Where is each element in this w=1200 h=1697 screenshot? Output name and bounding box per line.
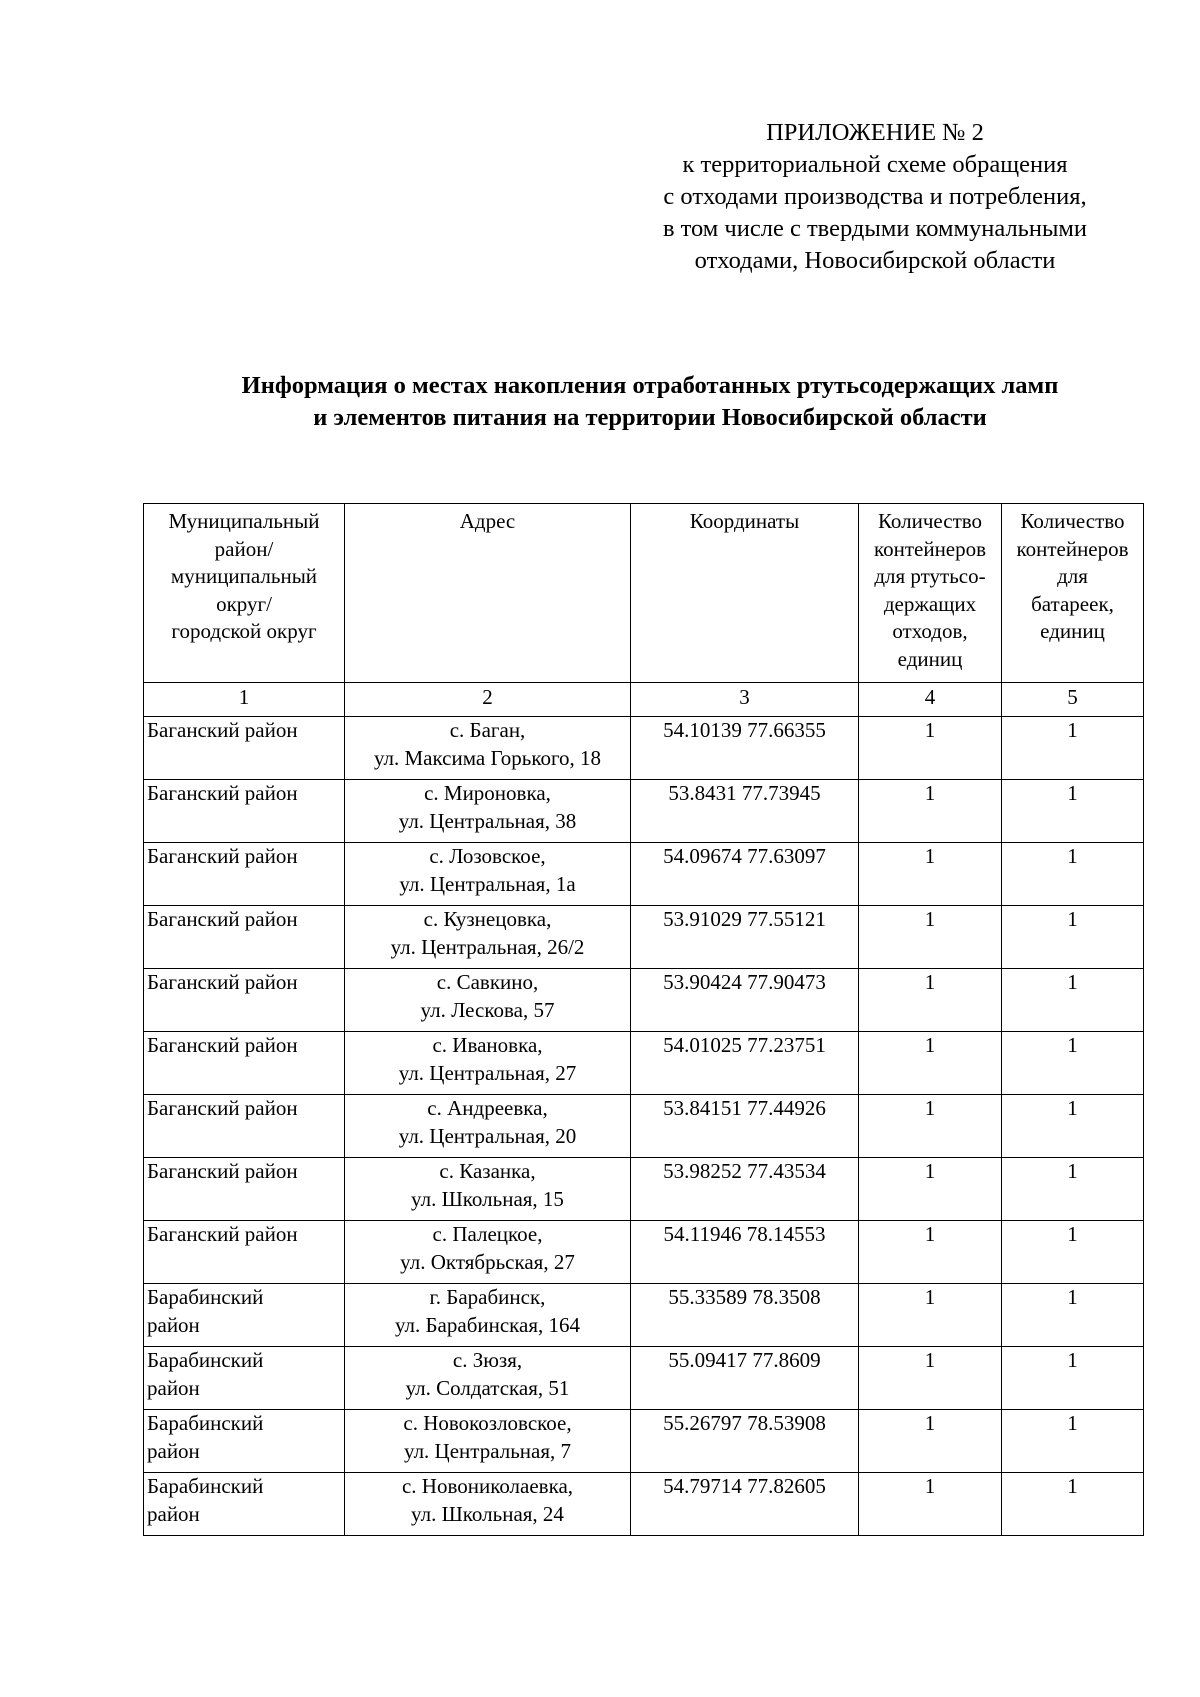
table-row [144,1221,1144,1284]
battery-containers-cell: 1 [1002,780,1144,843]
address-cell [345,717,631,780]
table-row [144,969,1144,1032]
coordinates-cell: 53.90424 77.90473 [631,969,859,1032]
district-cell [144,1284,345,1347]
table-row [144,1473,1144,1536]
header-line: муниципальный [170,564,318,588]
appendix-line: к территориальной схеме обращения [682,151,1068,178]
district-cell [144,1221,345,1284]
mercury-containers-cell: 1 [859,780,1002,843]
district-line: Баганский район [147,781,298,805]
district-line: район [147,1312,200,1337]
coordinates-cell: 54.01025 77.23751 [631,1032,859,1095]
appendix-line: ПРИЛОЖЕНИЕ № 2 [766,119,984,146]
coordinates-cell: 54.79714 77.82605 [631,1473,859,1536]
mercury-containers-cell: 1 [859,843,1002,906]
mercury-containers-cell: 1 [859,717,1002,780]
battery-containers-cell: 1 [1002,906,1144,969]
address-line: ул. Лескова, 57 [420,997,555,1022]
address-line: ул. Максима Горького, 18 [373,745,602,770]
header-line: район/ [214,536,274,561]
table-header-row [144,504,1144,683]
district-cell [144,717,345,780]
header-line: контейнеров [873,536,987,561]
battery-containers-cell: 1 [1002,1158,1144,1221]
address-cell [345,1347,631,1410]
header-line: держащих [883,591,977,616]
appendix-header [600,117,1150,277]
district-line: Барабинский [147,1411,264,1435]
header-line: Количество [1020,509,1125,533]
address-line: ул. Центральная, 38 [398,808,577,833]
address-line: с. Новокозловское, [403,1411,572,1435]
coordinates-cell: 55.33589 78.3508 [631,1284,859,1347]
address-line: ул. Барабинская, 164 [394,1312,581,1337]
district-line: Баганский район [147,1096,298,1120]
header-line: единиц [897,646,963,671]
address-line: ул. Центральная, 26/2 [390,934,585,959]
header-coordinates [631,504,859,683]
battery-containers-cell: 1 [1002,717,1144,780]
district-line: Баганский район [147,844,298,868]
header-district [144,504,345,683]
battery-containers-cell: 1 [1002,969,1144,1032]
district-cell [144,843,345,906]
district-line: Барабинский [147,1474,264,1498]
district-line: район [147,1501,200,1526]
column-number: 2 [345,683,631,717]
battery-containers-cell: 1 [1002,843,1144,906]
address-line: ул. Школьная, 24 [411,1501,564,1526]
mercury-containers-cell: 1 [859,906,1002,969]
address-line: с. Баган, [449,718,526,742]
header-line: Количество [877,509,983,533]
battery-containers-cell: 1 [1002,1473,1144,1536]
district-line: район [147,1438,200,1463]
mercury-containers-cell: 1 [859,1284,1002,1347]
address-cell [345,1158,631,1221]
mercury-containers-cell: 1 [859,1095,1002,1158]
table-row [144,1347,1144,1410]
coordinates-cell: 55.09417 77.8609 [631,1347,859,1410]
collection-points-table [143,503,1144,1536]
address-line: ул. Центральная, 1а [399,871,576,896]
district-cell [144,1347,345,1410]
district-cell [144,969,345,1032]
coordinates-cell: 54.10139 77.66355 [631,717,859,780]
district-cell [144,1158,345,1221]
district-cell [144,1032,345,1095]
district-line: Барабинский [147,1285,264,1309]
header-line: единиц [1040,619,1105,643]
mercury-containers-cell: 1 [859,1221,1002,1284]
district-line: Баганский район [147,970,298,994]
header-line: для [1057,564,1088,588]
document-title [100,370,1200,434]
title-line: и элементов питания на территории Новосибирской области [313,404,987,431]
header-line: контейнеров [1016,536,1129,561]
battery-containers-cell: 1 [1002,1410,1144,1473]
address-line: с. Кузнецовка, [423,907,552,931]
table-row [144,1284,1144,1347]
address-line: ул. Центральная, 20 [398,1123,577,1148]
district-cell [144,906,345,969]
column-number: 3 [631,683,859,717]
header-mercury-containers [859,504,1002,683]
header-line: Муниципальный [168,509,320,533]
table-row [144,1410,1144,1473]
mercury-containers-cell: 1 [859,1032,1002,1095]
address-line: с. Новониколаевка, [401,1474,574,1498]
table-row [144,1032,1144,1095]
battery-containers-cell: 1 [1002,1032,1144,1095]
district-cell [144,1095,345,1158]
header-line: округ/ [216,591,272,616]
district-line: Баганский район [147,1033,298,1057]
mercury-containers-cell: 1 [859,1473,1002,1536]
address-line: ул. Солдатская, 51 [405,1375,570,1400]
address-line: г. Барабинск, [429,1285,546,1309]
district-cell [144,1473,345,1536]
address-cell [345,1032,631,1095]
district-line: Баганский район [147,907,298,931]
battery-containers-cell: 1 [1002,1284,1144,1347]
column-number-row [144,683,1144,717]
address-line: с. Зюзя, [452,1348,523,1372]
mercury-containers-cell: 1 [859,1158,1002,1221]
address-cell [345,969,631,1032]
district-line: район [147,1375,200,1400]
mercury-containers-cell: 1 [859,1347,1002,1410]
header-line: отходов, [892,619,968,643]
table-row [144,1095,1144,1158]
battery-containers-cell: 1 [1002,1095,1144,1158]
address-line: с. Палецкое, [432,1222,543,1246]
table-row [144,1158,1144,1221]
header-line: для ртутьсо- [874,564,986,588]
address-line: с. Лозовское, [429,844,546,868]
column-number: 1 [144,683,345,717]
coordinates-cell: 53.84151 77.44926 [631,1095,859,1158]
address-line: ул. Центральная, 27 [398,1060,577,1085]
address-line: с. Мироновка, [424,781,551,805]
address-cell [345,843,631,906]
address-cell [345,906,631,969]
header-line: Адрес [459,509,516,533]
address-cell [345,1284,631,1347]
address-line: с. Ивановка, [432,1033,543,1057]
address-cell [345,1473,631,1536]
address-cell [345,1410,631,1473]
district-line: Баганский район [147,718,298,742]
district-cell [144,780,345,843]
address-line: ул. Школьная, 15 [411,1186,564,1211]
address-line: ул. Октябрьская, 27 [400,1249,575,1274]
coordinates-cell: 53.91029 77.55121 [631,906,859,969]
header-line: городской округ [171,619,317,643]
district-cell [144,1410,345,1473]
battery-containers-cell: 1 [1002,1221,1144,1284]
address-line: с. Казанка, [439,1159,536,1183]
coordinates-cell: 54.11946 78.14553 [631,1221,859,1284]
table-body [144,717,1144,1536]
address-cell [345,1095,631,1158]
title-line: Информация о местах накопления отработанных ртутьсодержащих ламп [241,372,1059,399]
battery-containers-cell: 1 [1002,1347,1144,1410]
column-number: 5 [1002,683,1144,717]
district-line: Баганский район [147,1222,298,1246]
mercury-containers-cell: 1 [859,1410,1002,1473]
address-line: ул. Центральная, 7 [404,1438,571,1463]
coordinates-cell: 55.26797 78.53908 [631,1410,859,1473]
appendix-line: отходами, Новосибирской области [694,247,1056,274]
coordinates-cell: 54.09674 77.63097 [631,843,859,906]
header-line: батареек, [1031,591,1114,616]
coordinates-cell: 53.98252 77.43534 [631,1158,859,1221]
appendix-line: с отходами производства и потребления, [663,183,1087,210]
district-line: Барабинский [147,1348,264,1372]
address-line: с. Савкино, [436,970,539,994]
address-cell [345,1221,631,1284]
coordinates-cell: 53.8431 77.73945 [631,780,859,843]
address-cell [345,780,631,843]
header-line: Координаты [689,509,800,533]
header-battery-containers [1002,504,1144,683]
table-row [144,843,1144,906]
table-row [144,717,1144,780]
mercury-containers-cell: 1 [859,969,1002,1032]
header-address [345,504,631,683]
column-number: 4 [859,683,1002,717]
table-row [144,906,1144,969]
district-line: Баганский район [147,1159,298,1183]
table-row [144,780,1144,843]
address-line: с. Андреевка, [427,1096,548,1120]
appendix-line: в том числе с твердыми коммунальными [662,215,1088,242]
